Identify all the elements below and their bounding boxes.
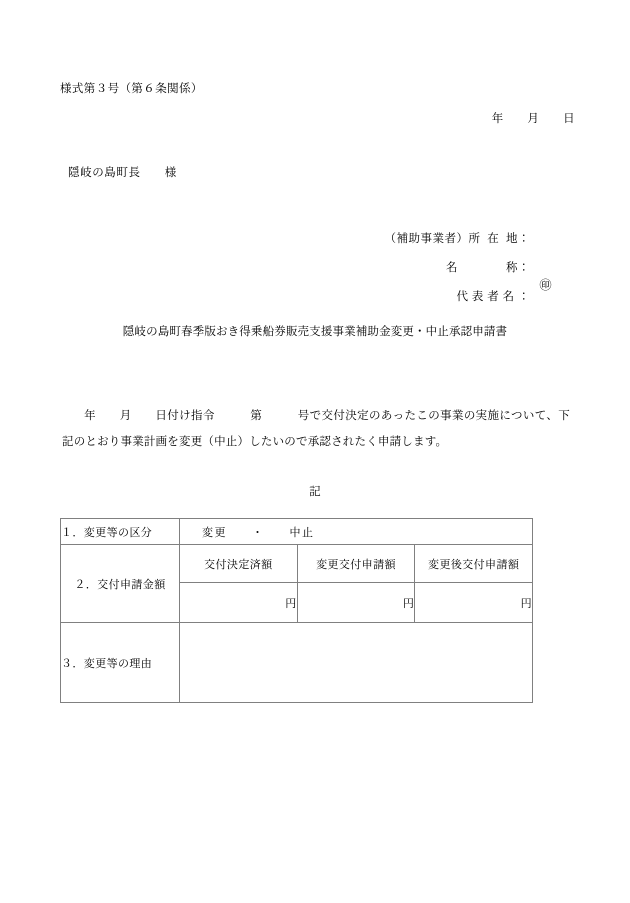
form-number: 様式第３号（第６条関係） [60,83,203,95]
applicant-address-label: （補助事業者）所 在 地： [384,233,530,245]
application-table [60,518,533,703]
applicant-address-row [0,218,530,247]
column-header-change-application-amount: 変更交付申請額 [297,545,415,583]
column-header-decided-amount: 交付決定済額 [180,545,298,583]
applicant-representative-label: 代 表 者 名 ： [456,291,530,303]
amount-cell-post-change-application[interactable]: 円 [415,583,533,623]
table-row [61,623,533,703]
document-title: 隠岐の島町春季版おき得乗船券販売支援事業補助金変更・中止承認申請書 [122,326,508,338]
row-label-change-reason: ３．変更等の理由 [61,623,180,703]
change-reason-value[interactable] [180,623,533,703]
seal-stamp-icon: ㊞ [539,278,552,292]
table-row [61,545,533,583]
applicant-representative-row [0,276,552,305]
body-paragraph-text: 年 月 日付け指令 第 号で交付決定のあったこの事業の実施について、下記のとおり事業計画を変更（中止）したいので承認されたく申請します。 [62,410,570,448]
amount-cell-decided[interactable]: 円 [180,583,298,623]
ki-marker: 記 [309,486,321,498]
amount-cell-change-application[interactable]: 円 [297,583,415,623]
body-paragraph [62,403,570,455]
table-row [61,519,533,545]
applicant-block [0,218,552,305]
row-label-application-amount: ２．交付申請金額 [61,545,180,623]
applicant-name-label: 名 称： [446,262,530,274]
applicant-name-row [0,247,530,276]
date-line: 年 月 日 [491,113,575,125]
row-label-change-category: １．変更等の区分 [61,519,180,545]
addressee-line: 隠岐の島町長 様 [68,167,177,179]
column-header-post-change-application-amount: 変更後交付申請額 [415,545,533,583]
change-category-value[interactable]: 変更 ・ 中止 [180,519,533,545]
